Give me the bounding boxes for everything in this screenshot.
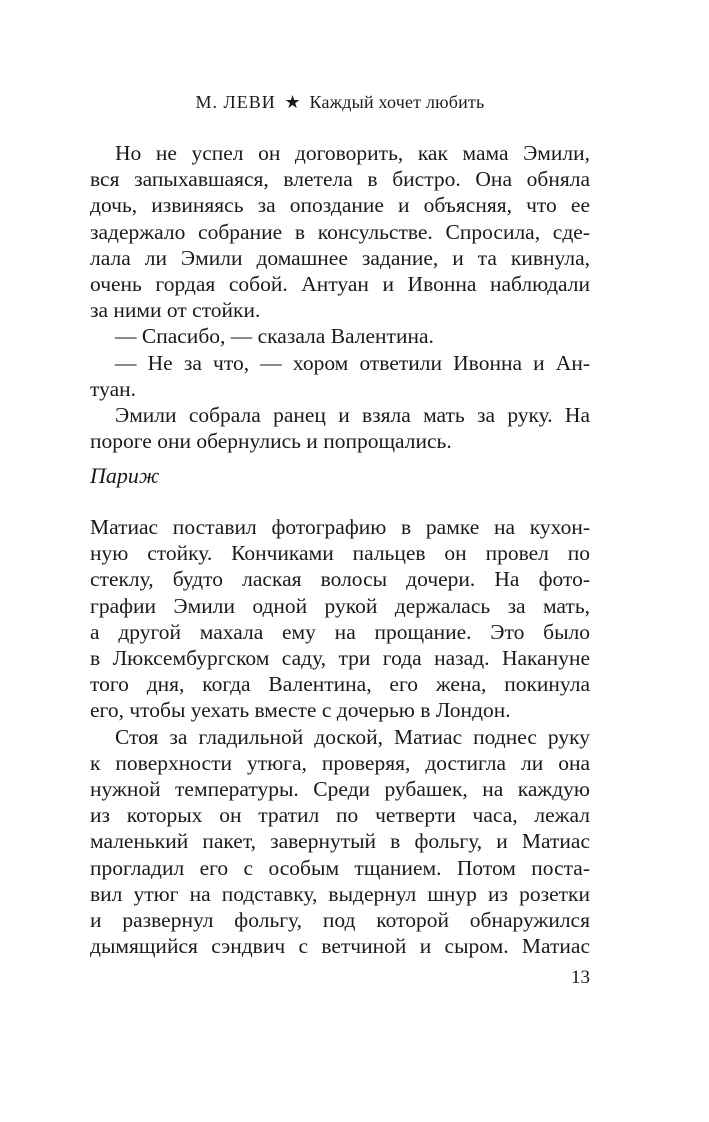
text-block-bottom (90, 514, 590, 959)
paragraph (90, 514, 590, 724)
text-line: Но не успел он договорить, как мама Эмили, (115, 141, 590, 165)
text-line: за ними от стойки. (90, 298, 261, 323)
text-line: того дня, когда Валентина, его жена, покинула (90, 672, 590, 697)
text-line: вся запыхавшаяся, влетела в бистро. Она обняла (90, 167, 590, 192)
book-title: Каждый хочет любить (309, 92, 485, 112)
paragraph (90, 140, 590, 323)
text-line: лала ли Эмили домашнее задание, и та кивнула, (90, 245, 590, 270)
text-block-top (90, 140, 590, 454)
text-line: в Люксембургском саду, три года назад. Накануне (90, 646, 590, 671)
text-line: дымящийся сэндвич с ветчиной и сыром. Матиас (90, 934, 590, 959)
text-line: графии Эмили одной рукой держалась за мать, (90, 593, 590, 618)
text-line: туан. (90, 376, 137, 401)
text-line: дочь, извиняясь за опоздание и объясняя, что ее (90, 193, 590, 218)
text-line: Матиас поставил фотографию в рамке на кухон- (90, 515, 590, 539)
page-number: 13 (571, 967, 590, 988)
text-line: стеклу, будто лаская волосы дочери. На фото- (90, 567, 590, 592)
text-line: его, чтобы уехать вместе с дочерью в Лондон. (90, 698, 511, 723)
paragraph (90, 323, 590, 349)
text-line: маленький пакет, завернутый в фольгу, и Матиас (90, 829, 590, 854)
text-line: — Не за что, — хором ответили Ивонна и Ан- (115, 350, 590, 375)
text-line: из которых он тратил по четверти часа, лежал (90, 803, 590, 828)
text-line: ную стойку. Кончиками пальцев он провел по (90, 541, 590, 566)
text-line: к поверхности утюга, проверяя, достигла ли она (90, 750, 590, 775)
text-line: пороге они обернулись и попрощались. (90, 429, 452, 454)
text-line: вил утюг на подставку, выдернул шнур из розетки (90, 881, 590, 906)
text-line: — Спасибо, — сказала Валентина. (115, 324, 434, 349)
text-line: Стоя за гладильной доской, Матиас поднес руку (115, 724, 590, 749)
text-line: задержало собрание в консульстве. Спросила, сде- (90, 219, 590, 244)
text-line: и развернул фольгу, под которой обнаружился (90, 908, 590, 933)
author-name: М. ЛЕВИ (195, 92, 276, 112)
text-line: нужной температуры. Среди рубашек, на каждую (90, 777, 590, 802)
paragraph (90, 350, 590, 402)
running-head (90, 92, 590, 113)
text-line: а другой махала ему на прощание. Это было (90, 619, 590, 644)
text-line: Эмили собрала ранец и взяла мать за руку. На (115, 403, 590, 428)
star-icon: ★ (284, 92, 301, 112)
text-line: очень гордая собой. Антуан и Ивонна наблюдали (90, 272, 590, 297)
section-heading: Париж (90, 463, 160, 488)
paragraph (90, 724, 590, 960)
paragraph (90, 402, 590, 454)
text-line: прогладил его с особым тщанием. Потом поста- (90, 855, 590, 880)
